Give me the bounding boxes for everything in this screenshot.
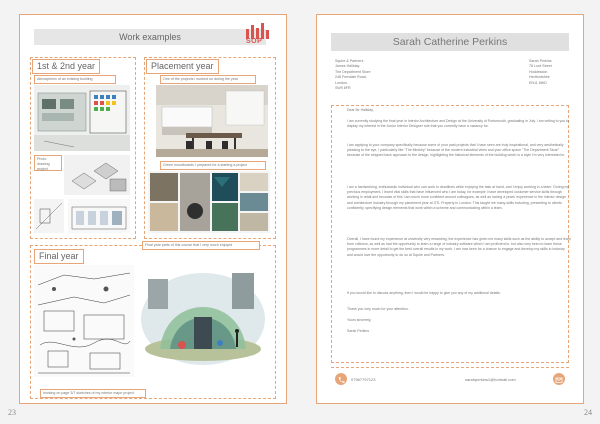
caption-working-project: working on page 3/7 sketches of my interior major project <box>40 389 146 398</box>
page-number-right: 24 <box>584 408 592 417</box>
sop-logo <box>244 23 272 45</box>
recipient-address <box>335 59 371 91</box>
placement-year-label: Placement year <box>146 59 219 74</box>
closing: Yours sincerely, <box>347 318 372 322</box>
kitchen-render-image <box>156 85 268 157</box>
moodboard-image <box>148 171 270 233</box>
recipient-line: James Halliday <box>335 64 360 69</box>
paragraph-university: Overall, I have found my experience at university very rewarding, the experience has given me many skills such as the ability to accept and learn from criticism, as well as had the opportunity to learn a range of industry software which I am proficient in, but also very keen to learn these programmes in more detail to get the best overall results in my work. I am now keen for a chance to engage and develop my skills in industry and would love the opportunity to do so at Squire and Partners. <box>347 237 571 257</box>
paragraph-thanks: Thank you very much for your attention. <box>347 307 409 311</box>
caption-final-examples: Final year parts of this course that I very much enjoyed <box>142 241 260 250</box>
sender-line: 78 Lord Street <box>529 64 552 69</box>
work-examples-header: Work examples <box>34 29 266 45</box>
building-model-image <box>34 85 130 151</box>
dome-pavilion-render-image <box>136 263 270 367</box>
salutation: Dear Mr Halliday, <box>347 108 374 112</box>
recipient-line: The Department Store <box>335 69 371 74</box>
recipient-line: 248 Ferndale Road, <box>335 75 367 80</box>
interior-sketch-image <box>34 199 64 233</box>
sender-line: Sarah Perkins <box>529 59 552 63</box>
caption-green-moodboards: Green moodboards I prepared for a starting a project <box>160 161 266 170</box>
sender-line: Hoddesdon <box>529 69 548 74</box>
elevation-drawing-image <box>68 199 130 233</box>
phone-number: 07967797123 <box>351 377 376 382</box>
email-icon <box>553 373 565 385</box>
paragraph-experience: I am a hardworking, enthusiastic individual who can work to deadlines while enjoying the task at hand, and I enjoy working in a team. During my previous employment, I learnt vital skills that have influenced who I am today, for example I have developed customer service skills through working in retail and because of this I am much more confident around colleagues, as well as having a years' experience in the interior design and architecture industry through my placement year at GTL Property in London. This taught me many skills including, presenting to clients confidently, specifying design elements that work within a scheme and communicating within a team. <box>347 185 570 210</box>
first-second-year-label: 1st & 2nd year <box>32 59 100 74</box>
paragraph-why-company: I am applying to your company specifically because some of your past projects that I have seen are truly inspirational, and very aesthetically pleasing to the eye, I particularly like "The Ministry" because of the modern industrial vibes and your office space "The Department Store" because of the stripped back approach to the design, highlighting the historical elements of the building which is a style I'm very interested in. <box>347 143 566 158</box>
signature-name: Sarah Perkins <box>347 329 369 333</box>
page-number-left: 23 <box>8 408 16 417</box>
sender-address <box>529 59 552 86</box>
paragraph-intro: I am currently studying the final year in Interior Architecture and Design at the University of Portsmouth, graduating in July. I am writing to you to display my interest in the Junior Interior Designer role that you currently have a vacancy for. <box>347 119 570 129</box>
cover-letter-page <box>316 14 584 404</box>
sop-logo-text: SOP <box>246 38 263 45</box>
sender-line: EN11 8WD <box>529 80 547 85</box>
recipient-line: London, <box>335 80 348 85</box>
site-sketch-image <box>34 265 134 377</box>
caption-atmosphere: Atmospheric of an existing building <box>34 75 116 84</box>
caption-one-of-projects: One of the projects I worked on during the year <box>160 75 256 84</box>
portfolio-left-page <box>19 14 287 404</box>
final-year-label: Final year <box>34 249 84 264</box>
sketch-cubes-image <box>64 155 130 195</box>
applicant-name-header: Sarah Catherine Perkins <box>331 33 569 51</box>
caption-photo-drawing: Photo drawing project <box>34 155 62 171</box>
email-address: sarahperkins1@hotmail.com <box>465 377 516 382</box>
recipient-line: Squire & Partners <box>335 59 364 63</box>
sender-line: Hertfordshire <box>529 75 550 80</box>
recipient-line: SW9 8FR <box>335 86 351 91</box>
footer-separator <box>331 367 569 368</box>
paragraph-contact: If you would like to discuss anything, then I would be happy to give you any of my additional details. <box>347 291 501 295</box>
phone-icon <box>335 373 347 385</box>
